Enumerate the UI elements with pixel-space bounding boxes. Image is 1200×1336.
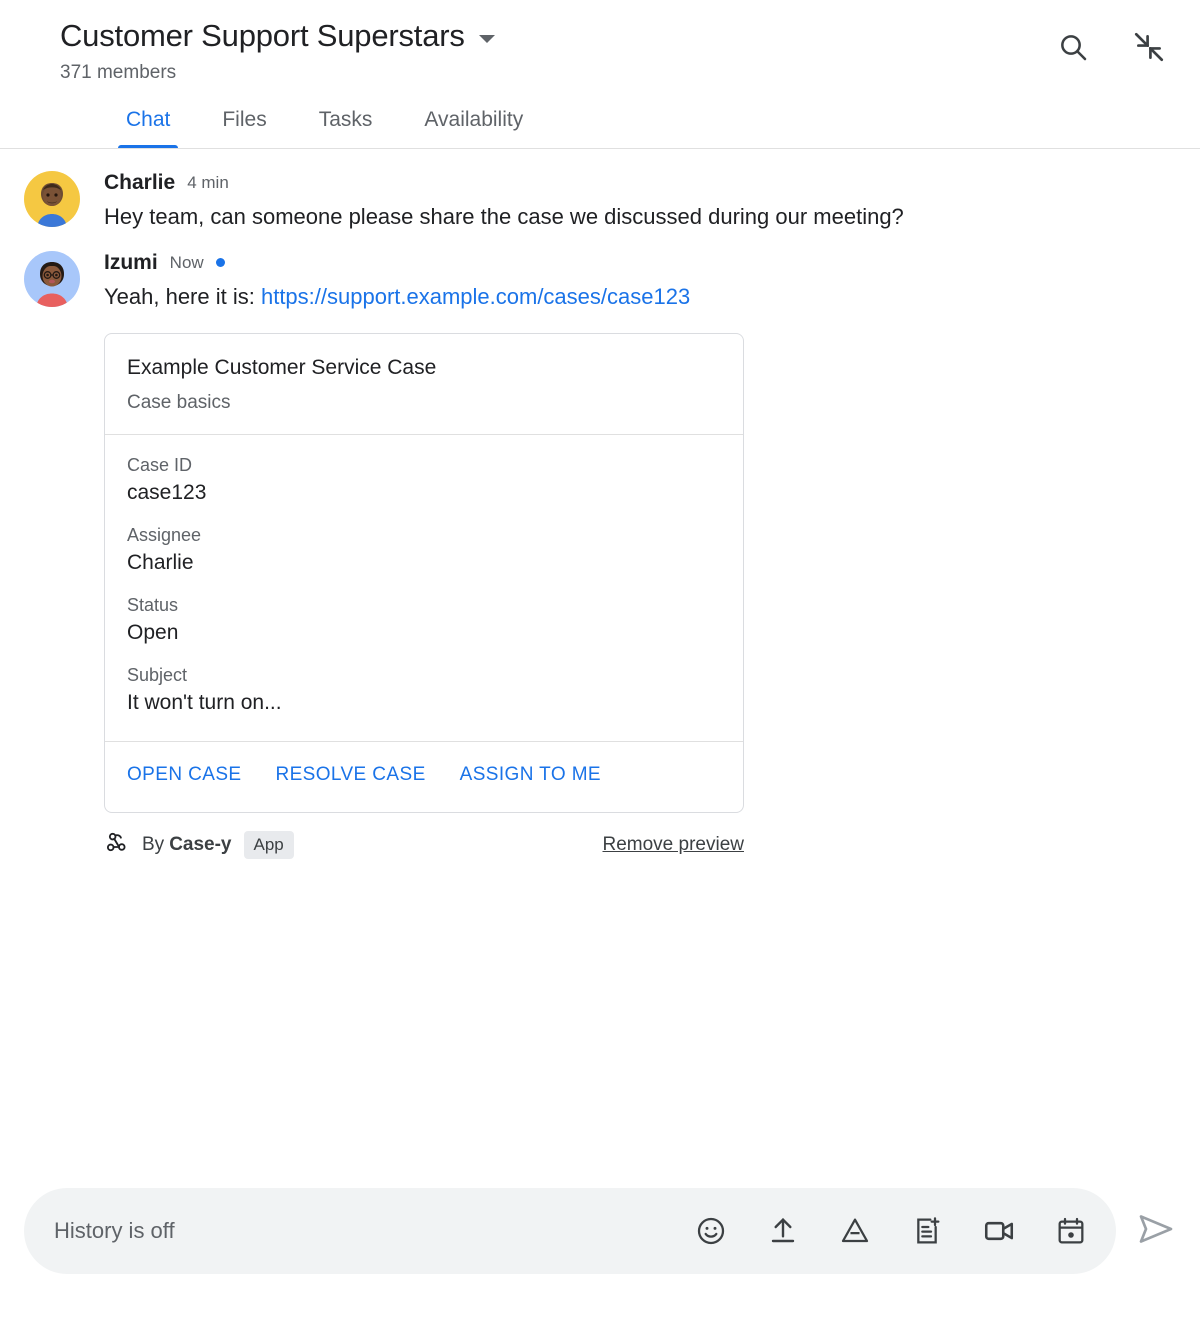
- message-composer: [24, 1188, 1176, 1274]
- open-case-button[interactable]: OPEN CASE: [127, 763, 242, 785]
- tab-files[interactable]: Files: [222, 108, 267, 131]
- tab-chat[interactable]: Chat: [100, 102, 196, 148]
- message-header: [104, 251, 1176, 275]
- card-title: Example Customer Service Case: [127, 355, 437, 379]
- avatar[interactable]: [24, 171, 80, 227]
- card-actions: [105, 742, 743, 812]
- tab-availability[interactable]: Availability: [424, 108, 524, 131]
- message-item: [24, 171, 1176, 233]
- message-timestamp: Now: [169, 252, 204, 272]
- card-header: [105, 334, 743, 434]
- field-label: Case ID: [127, 454, 193, 475]
- assign-to-me-button[interactable]: ASSIGN TO ME: [459, 763, 601, 785]
- case-link[interactable]: https://support.example.com/cases/case123: [260, 283, 691, 309]
- message-header: [104, 171, 1176, 195]
- emoji-icon[interactable]: [694, 1214, 728, 1248]
- avatar[interactable]: [24, 251, 80, 307]
- field-value: case123: [127, 480, 207, 504]
- message-text: Hey team, can someone please share the case we discussed during our meeting?: [104, 204, 904, 229]
- tab-bar: [0, 84, 1200, 149]
- message-body: [104, 171, 1176, 233]
- message-timestamp: 4 min: [187, 173, 229, 192]
- resolve-case-button[interactable]: RESOLVE CASE: [275, 763, 426, 785]
- field-assignee: [127, 525, 721, 575]
- drive-icon[interactable]: [838, 1214, 872, 1248]
- message-text-prefix: Yeah, here it is:: [104, 283, 261, 309]
- message-input[interactable]: History is off: [54, 1218, 175, 1243]
- attribution-by-label: By: [142, 833, 165, 855]
- field-label: Subject: [127, 664, 188, 685]
- field-case-id: [127, 455, 721, 505]
- composer-input-wrapper[interactable]: [24, 1188, 1116, 1274]
- tab-tasks[interactable]: Tasks: [318, 108, 373, 131]
- message-text: [104, 281, 1176, 313]
- remove-preview-link[interactable]: Remove preview: [602, 833, 744, 855]
- space-header: [0, 0, 1200, 84]
- upload-icon[interactable]: [766, 1214, 800, 1248]
- message-body: [104, 251, 1176, 861]
- field-value: It won't turn on...: [127, 690, 282, 714]
- field-value: Open: [127, 620, 179, 644]
- app-badge: App: [244, 831, 294, 859]
- message-sender: Charlie: [104, 171, 176, 194]
- message-list: [0, 149, 1200, 861]
- header-actions: [1056, 30, 1166, 64]
- field-value: Charlie: [127, 550, 194, 574]
- attribution-app-name: Case-y: [169, 833, 232, 855]
- card-fields: [105, 435, 743, 741]
- collapse-icon[interactable]: [1132, 30, 1166, 64]
- field-label: Assignee: [127, 524, 202, 545]
- calendar-icon[interactable]: [1054, 1214, 1088, 1248]
- new-document-icon[interactable]: [910, 1214, 944, 1248]
- member-count: 371 members: [60, 62, 177, 83]
- message-item: [24, 251, 1176, 861]
- message-sender: Izumi: [104, 250, 158, 274]
- unread-dot-icon: [216, 258, 225, 267]
- field-status: [127, 595, 721, 645]
- field-subject: [127, 665, 721, 715]
- field-label: Status: [127, 594, 179, 615]
- case-preview-card: [104, 333, 744, 813]
- page-title: Customer Support Superstars: [60, 18, 465, 53]
- webhook-icon: [104, 829, 130, 861]
- send-icon[interactable]: [1132, 1209, 1176, 1254]
- card-subtitle: Case basics: [127, 391, 231, 413]
- video-meeting-icon[interactable]: [982, 1214, 1016, 1248]
- search-icon[interactable]: [1056, 30, 1090, 64]
- composer-icons: [694, 1214, 1088, 1248]
- space-title-row[interactable]: [60, 18, 1176, 54]
- chevron-down-icon[interactable]: [479, 35, 495, 43]
- card-attribution: [104, 829, 744, 861]
